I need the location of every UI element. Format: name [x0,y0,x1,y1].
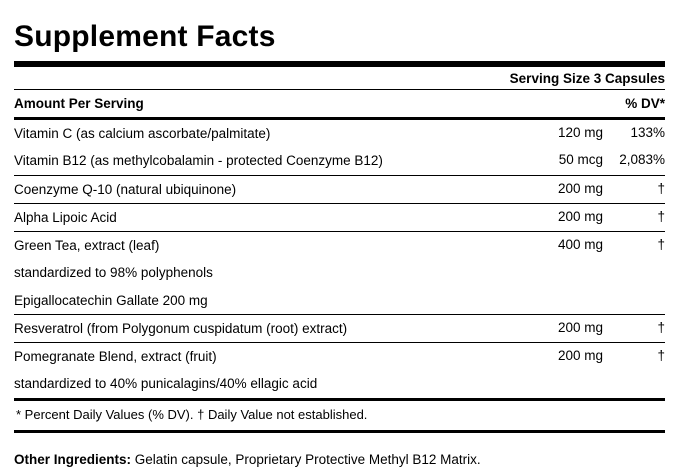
spacer-cell [603,259,665,286]
table-row [14,343,665,371]
table-subrow [14,287,665,315]
other-ingredients-label: Other Ingredients: [14,451,132,467]
nutrient-dv: 133% [630,125,665,140]
spacer-cell [515,287,603,315]
footnote: * Percent Daily Values (% DV). † Daily Value not established. [16,406,368,422]
nutrient-name: Pomegranate Blend, extract (fruit) [14,343,515,371]
nutrient-dv: † [603,343,665,371]
table-row [14,203,665,231]
nutrient-amount: 200 mg [515,203,603,231]
nutrient-name: Alpha Lipoic Acid [14,203,515,231]
amount-per-serving-label: Amount Per Serving [14,96,144,111]
amount-per-serving-header-row [14,90,665,117]
table-row [14,147,665,175]
table-subrow [14,259,665,286]
nutrient-name: Coenzyme Q-10 (natural ubiquinone) [14,175,515,203]
spacer-cell [603,370,665,397]
nutrient-amount: 400 mg [515,232,603,260]
pomegranate-standardization: standardized to 40% punicalagins/40% ellagic acid [14,376,318,392]
nutrient-amount: 120 mg [557,125,603,140]
nutrient-dv: † [603,232,665,260]
serving-size: Serving Size 3 Capsules [509,71,665,86]
daily-value-label: % DV* [625,96,665,111]
nutrient-dv: 2,083% [619,152,665,168]
nutrient-dv: † [603,175,665,203]
page-title: Supplement Facts [14,20,276,53]
spacer-cell [515,370,603,397]
green-tea-standardization-1: standardized to 98% polyphenols [14,265,213,281]
other-ingredients [14,433,665,469]
nutrient-name: Vitamin B12 (as methylcobalamin - protected Coenzyme B12) [14,153,383,169]
nutrient-amount: 50 mcg [558,152,603,168]
spacer-cell [515,259,603,286]
table-row [14,120,665,147]
table-row [14,175,665,203]
nutrient-name: Green Tea, extract (leaf) [14,232,515,260]
table-subrow [14,370,665,397]
green-tea-standardization-2: Epigallocatechin Gallate 200 mg [14,292,208,308]
table-row [14,314,665,342]
nutrient-dv: † [603,314,665,342]
nutrient-amount: 200 mg [515,175,603,203]
nutrient-dv: † [603,203,665,231]
nutrient-name: Resveratrol (from Polygonum cuspidatum (root) extract) [14,314,515,342]
nutrient-name: Vitamin C (as calcium ascorbate/palmitate) [14,126,271,141]
spacer-cell [603,287,665,315]
nutrient-amount: 200 mg [515,343,603,371]
nutrient-amount: 200 mg [515,314,603,342]
nutrient-table [14,120,665,398]
other-ingredients-text: Gelatin capsule, Proprietary Protective Methyl B12 Matrix. [134,451,481,467]
table-row [14,232,665,260]
